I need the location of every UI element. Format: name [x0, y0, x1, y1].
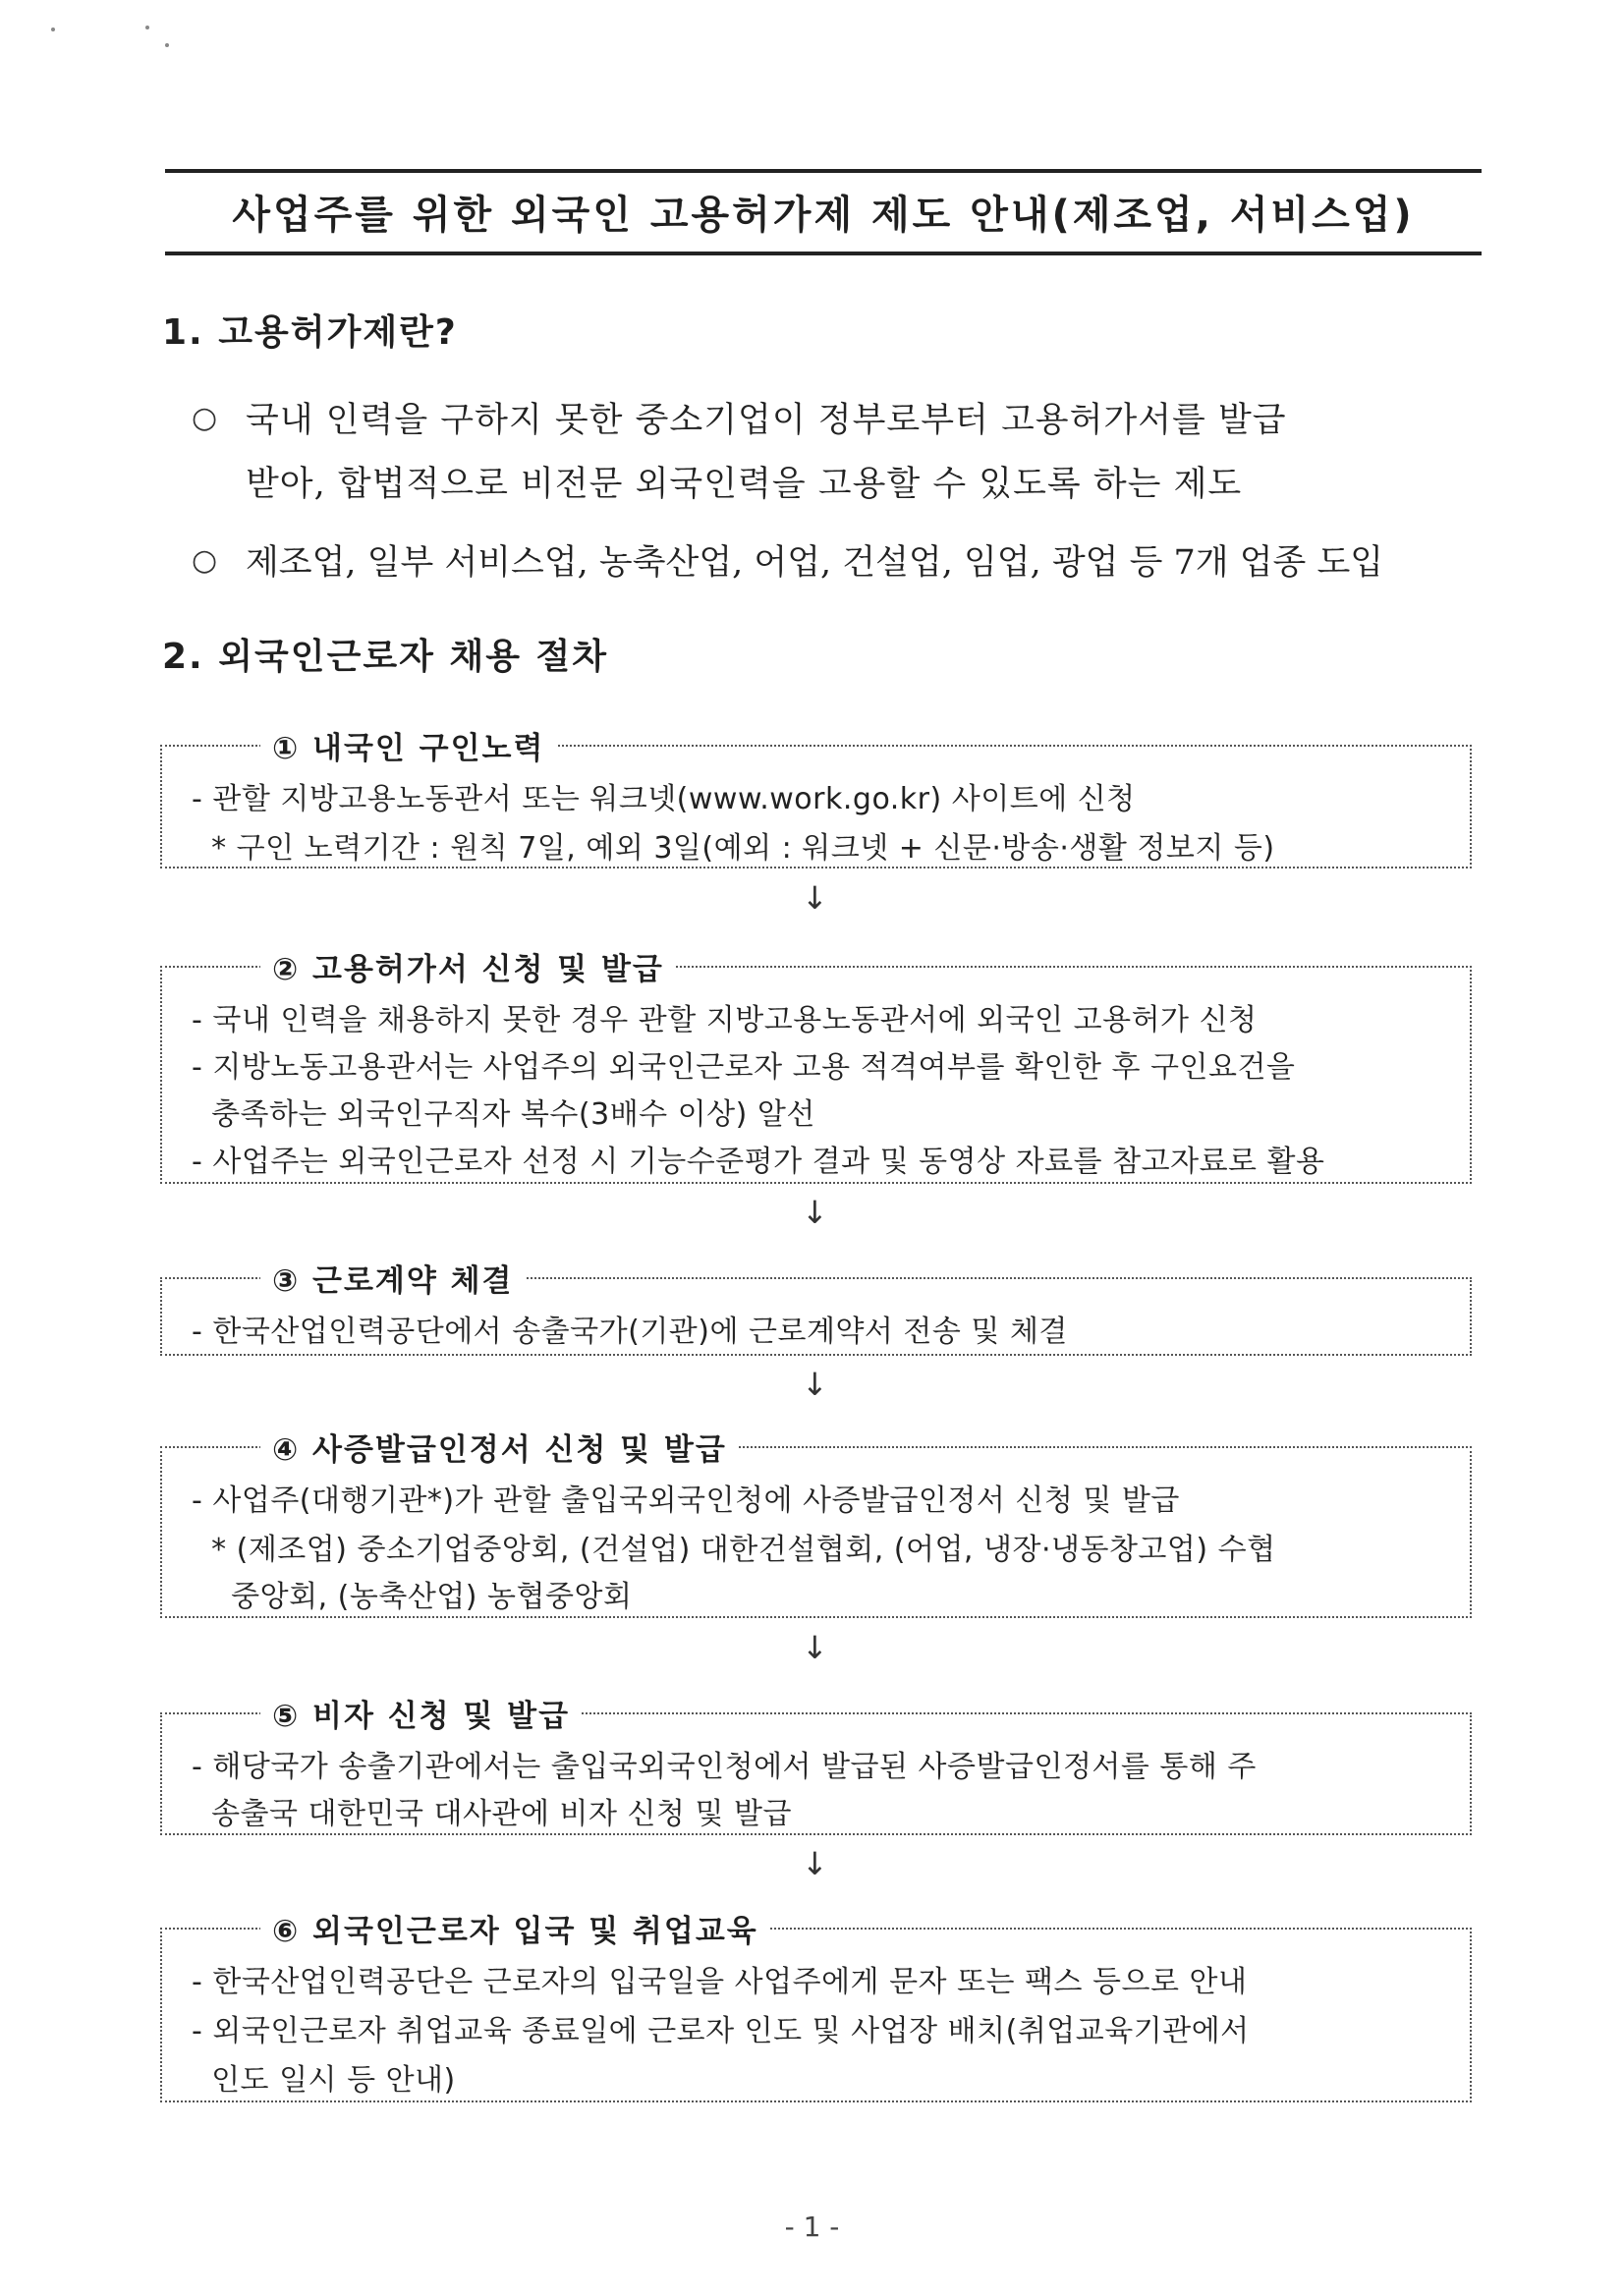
- title-bottom-rule: [165, 252, 1482, 255]
- step-title: ③ 근로계약 체결: [260, 1256, 526, 1300]
- step-title: ② 고용허가서 신청 및 발급: [260, 944, 676, 988]
- page-number: - 1 -: [784, 2211, 840, 2243]
- bullet-marker: ○: [192, 543, 218, 578]
- process-step-box: [160, 1432, 1472, 1618]
- down-arrow-icon: ↓: [802, 1845, 828, 1882]
- down-arrow-icon: ↓: [802, 1366, 828, 1403]
- down-arrow-icon: ↓: [802, 1194, 828, 1231]
- paragraph-line: 국내 인력을 구하지 못한 중소기업이 정부로부터 고용허가서를 발급: [246, 401, 1287, 440]
- scan-speck: [165, 43, 169, 47]
- step-line: 충족하는 외국인구직자 복수(3배수 이상) 알선: [192, 1097, 815, 1132]
- step-line: 중앙회, (농축산업) 농협중앙회: [192, 1580, 633, 1614]
- step-line: - 사업주는 외국인근로자 선정 시 기능수준평가 결과 및 동영상 자료를 참고자료로 활용: [192, 1145, 1325, 1179]
- process-step-box: [160, 1914, 1472, 2102]
- step-title: ⑥ 외국인근로자 입국 및 취업교육: [260, 1906, 770, 1950]
- step-line: 인도 일시 등 안내): [192, 2063, 456, 2098]
- step-line: - 국내 인력을 채용하지 못한 경우 관할 지방고용노동관서에 외국인 고용허가 신청: [192, 1003, 1258, 1037]
- step-title: ⑤ 비자 신청 및 발급: [260, 1691, 582, 1735]
- paragraph-line: 받아, 합법적으로 비전문 외국인력을 고용할 수 있도록 하는 제도: [246, 465, 1243, 504]
- step-line: - 관할 지방고용노동관서 또는 워크넷(www.work.go.kr) 사이트에 신청: [192, 782, 1136, 816]
- paragraph-line: 제조업, 일부 서비스업, 농축산업, 어업, 건설업, 임업, 광업 등 7개 업종 도입: [246, 543, 1384, 583]
- process-step-box: [160, 1263, 1472, 1356]
- process-step-box: [160, 1699, 1472, 1835]
- step-line: 송출국 대한민국 대사관에 비자 신청 및 발급: [192, 1797, 792, 1831]
- bullet-marker: ○: [192, 401, 218, 435]
- step-line: - 해당국가 송출기관에서는 출입국외국인청에서 발급된 사증발급인정서를 통해 주: [192, 1750, 1257, 1784]
- title-top-rule: [165, 169, 1482, 173]
- step-line: - 사업주(대행기관*)가 관할 출입국외국인청에 사증발급인정서 신청 및 발급: [192, 1484, 1180, 1518]
- section-heading: 2. 외국인근로자 채용 절차: [162, 637, 609, 677]
- process-step-box: [160, 731, 1472, 868]
- down-arrow-icon: ↓: [802, 879, 828, 917]
- step-title: ① 내국인 구인노력: [260, 723, 556, 767]
- step-line: - 한국산업인력공단은 근로자의 입국일을 사업주에게 문자 또는 팩스 등으로 안내: [192, 1965, 1248, 1999]
- step-line: - 외국인근로자 취업교육 종료일에 근로자 인도 및 사업장 배치(취업교육기관에서: [192, 2014, 1250, 2048]
- step-line: - 지방노동고용관서는 사업주의 외국인근로자 고용 적격여부를 확인한 후 구인요건을: [192, 1050, 1296, 1085]
- step-title: ④ 사증발급인정서 신청 및 발급: [260, 1425, 739, 1469]
- scan-speck: [145, 26, 149, 29]
- page-title: 사업주를 위한 외국인 고용허가제 제도 안내(제조업, 서비스업): [232, 193, 1415, 238]
- process-step-box: [160, 952, 1472, 1184]
- step-line: * (제조업) 중소기업중앙회, (건설업) 대한건설협회, (어업, 냉장·냉동창고업) 수협: [192, 1533, 1276, 1567]
- step-line: - 한국산업인력공단에서 송출국가(기관)에 근로계약서 전송 및 체결: [192, 1315, 1068, 1349]
- section-heading: 1. 고용허가제란?: [162, 312, 458, 353]
- down-arrow-icon: ↓: [802, 1629, 828, 1666]
- scan-speck: [51, 28, 55, 31]
- step-line: * 구인 노력기간 : 원칙 7일, 예외 3일(예외 : 워크넷 + 신문·방송·생활 정보지 등): [192, 831, 1275, 866]
